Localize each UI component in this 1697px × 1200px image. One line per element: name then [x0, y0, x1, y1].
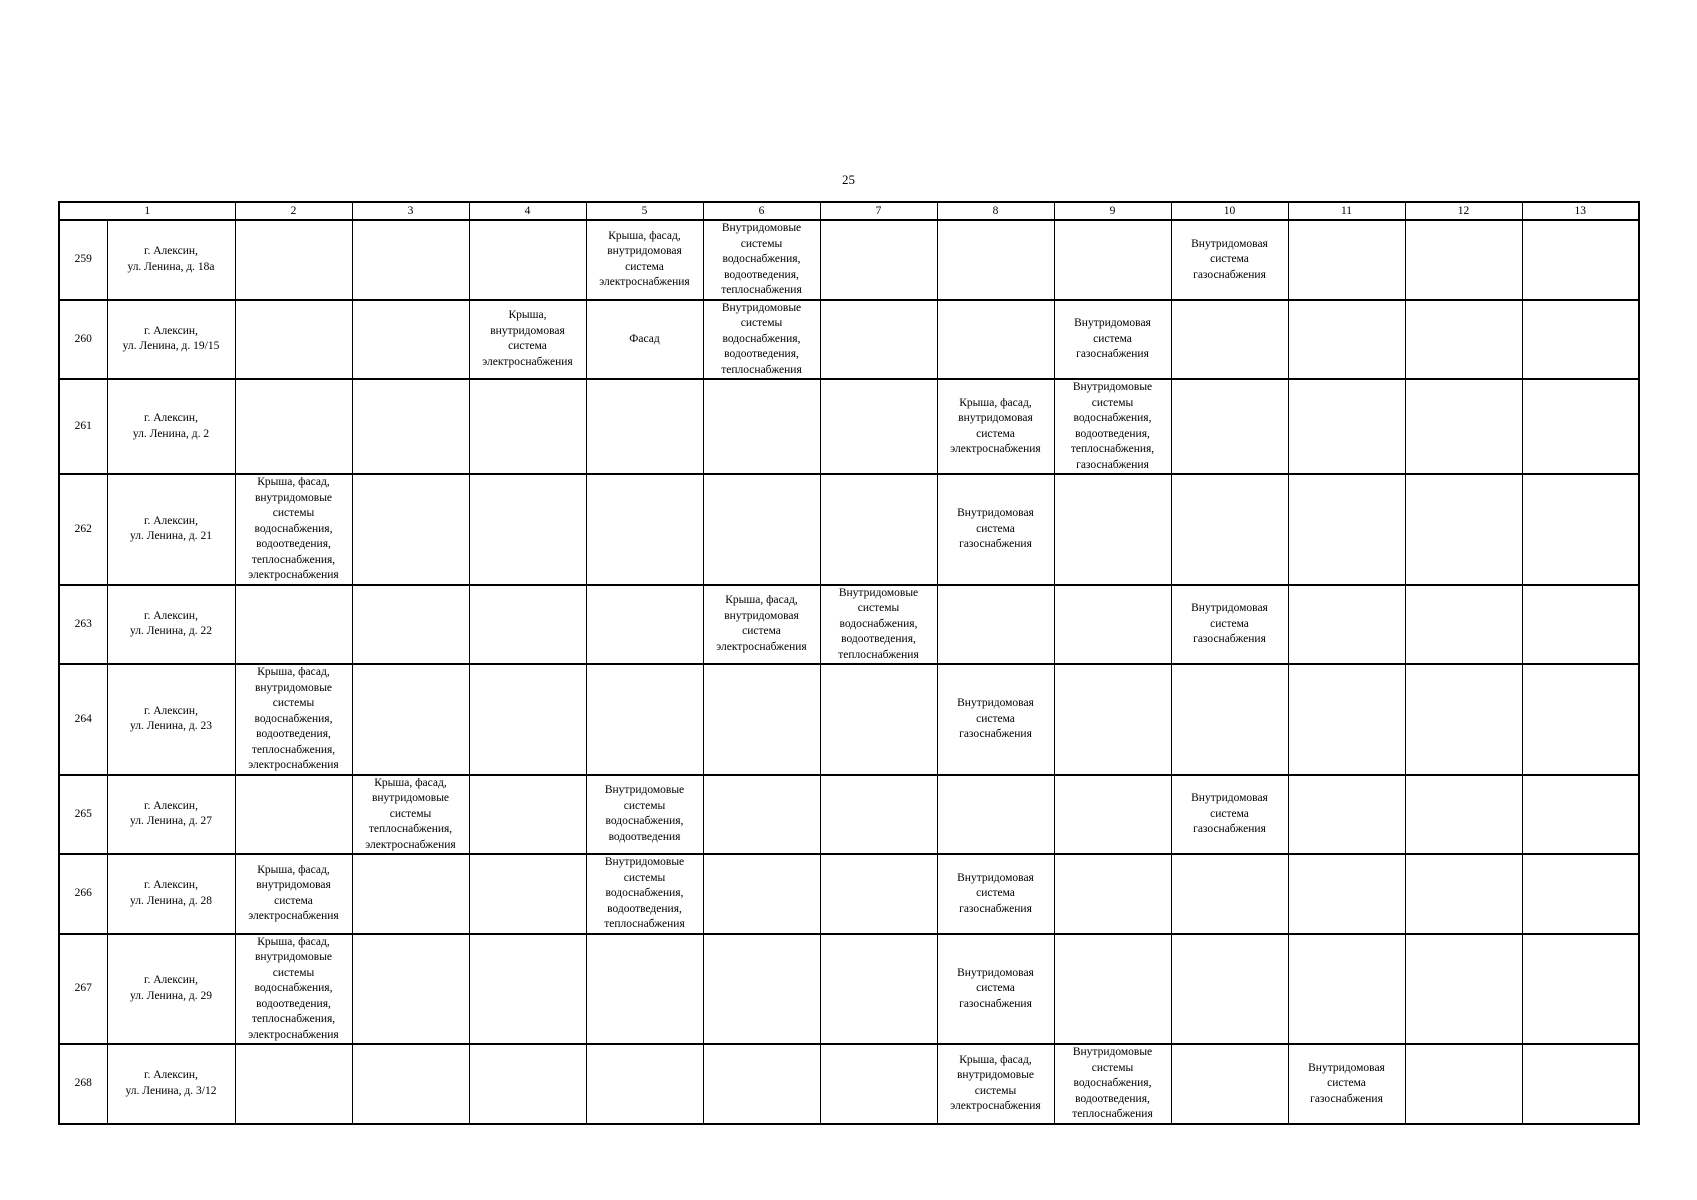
work-cell [1522, 220, 1639, 300]
row-number: 264 [59, 664, 107, 775]
column-number-header [59, 202, 1639, 220]
work-cell [469, 300, 586, 380]
work-text: Внутридомовая система газоснабжения [1074, 317, 1151, 360]
work-cell [937, 664, 1054, 775]
column-header: 10 [1171, 202, 1288, 220]
work-text: Внутридомовые системы водоснабжения, водоотведения, теплоснабжения [838, 586, 919, 661]
column-header: 6 [703, 202, 820, 220]
work-cell [1522, 379, 1639, 474]
work-cell [586, 664, 703, 775]
work-cell [352, 854, 469, 934]
address-text: г. Алексин, ул. Ленина, д. 19/15 [122, 324, 220, 353]
work-cell [703, 474, 820, 585]
work-cell [820, 585, 937, 665]
row-number: 266 [59, 854, 107, 934]
work-cell [352, 300, 469, 380]
work-cell [1405, 934, 1522, 1045]
work-cell [235, 854, 352, 934]
work-cell [469, 664, 586, 775]
row-number: 261 [59, 379, 107, 474]
work-cell [352, 220, 469, 300]
work-text: Крыша, фасад, внутридомовая система электроснабжения [716, 594, 807, 653]
column-header: 7 [820, 202, 937, 220]
work-cell [820, 775, 937, 855]
work-cell [469, 474, 586, 585]
work-cell [1288, 854, 1405, 934]
work-cell [1288, 585, 1405, 665]
table-row [59, 854, 1639, 934]
work-cell [1171, 585, 1288, 665]
address-text: г. Алексин, ул. Ленина, д. 23 [130, 704, 212, 733]
work-cell [1054, 854, 1171, 934]
work-text: Внутридомовые системы водоснабжения, водоотведения, теплоснабжения [604, 856, 685, 930]
work-cell [235, 775, 352, 855]
work-cell [586, 474, 703, 585]
work-cell [1522, 1044, 1639, 1124]
work-cell [1288, 220, 1405, 300]
column-header: 11 [1288, 202, 1405, 220]
work-cell [1405, 585, 1522, 665]
address-text: г. Алексин, ул. Ленина, д. 28 [130, 879, 212, 907]
table-body [59, 220, 1639, 1124]
work-cell [820, 220, 937, 300]
table-row [59, 474, 1639, 585]
address-cell [107, 300, 235, 380]
work-text: Внутридомовая система газоснабжения [957, 966, 1034, 1010]
work-text: Крыша, фасад, внутридомовая система электроснабжения [599, 229, 690, 289]
address-text: г. Алексин, ул. Ленина, д. 22 [130, 609, 212, 638]
work-text: Внутридомовые системы водоснабжения, водоотведения [604, 784, 685, 843]
column-header: 2 [235, 202, 352, 220]
work-cell [235, 1044, 352, 1124]
work-cell [1522, 300, 1639, 380]
work-cell [820, 474, 937, 585]
work-cell [1522, 664, 1639, 775]
address-text: г. Алексин, ул. Ленина, д. 27 [130, 799, 212, 828]
table-row [59, 379, 1639, 474]
work-text: Крыша, фасад, внутридомовые системы электроснабжения [950, 1053, 1041, 1113]
row-number: 260 [59, 300, 107, 380]
work-cell [820, 300, 937, 380]
work-cell [703, 300, 820, 380]
work-text: Внутридомовые системы водоснабжения, водоотведения, теплоснабжения [721, 222, 802, 296]
address-text: г. Алексин, ул. Ленина, д. 2 [132, 412, 210, 440]
work-cell [1405, 775, 1522, 855]
work-text: Внутридомовая система газоснабжения [957, 697, 1034, 740]
work-cell [1171, 1044, 1288, 1124]
work-cell [703, 775, 820, 855]
work-cell [1405, 474, 1522, 585]
work-cell [937, 379, 1054, 474]
row-number: 262 [59, 474, 107, 585]
work-cell [937, 300, 1054, 380]
address-cell [107, 1044, 235, 1124]
work-cell [1171, 379, 1288, 474]
work-cell [235, 664, 352, 775]
work-cell [703, 934, 820, 1045]
work-cell [352, 474, 469, 585]
work-text: Крыша, фасад, внутридомовые системы теплоснабжения, электроснабжения [365, 776, 456, 851]
work-text: Внутридомовые системы водоснабжения, водоотведения, теплоснабжения [721, 301, 802, 376]
work-cell [1522, 775, 1639, 855]
row-number: 259 [59, 220, 107, 300]
address-text: г. Алексин, ул. Ленина, д. 21 [130, 514, 212, 543]
work-cell [352, 934, 469, 1045]
column-header: 9 [1054, 202, 1171, 220]
work-cell [937, 775, 1054, 855]
work-cell [235, 379, 352, 474]
work-cell [1405, 1044, 1522, 1124]
work-text: Внутридомовая система газоснабжения [1191, 602, 1268, 645]
address-cell [107, 664, 235, 775]
table-row [59, 220, 1639, 300]
row-number: 268 [59, 1044, 107, 1124]
address-text: г. Алексин, ул. Ленина, д. 3/12 [125, 1069, 217, 1097]
work-cell [1054, 664, 1171, 775]
work-cell [937, 474, 1054, 585]
work-cell [469, 379, 586, 474]
work-cell [1054, 379, 1171, 474]
address-cell [107, 934, 235, 1045]
work-cell [586, 585, 703, 665]
work-text: Внутридомовая система газоснабжения [1308, 1061, 1385, 1105]
work-cell [1288, 379, 1405, 474]
work-cell [352, 585, 469, 665]
column-header: 3 [352, 202, 469, 220]
address-cell [107, 585, 235, 665]
work-cell [1405, 664, 1522, 775]
address-cell [107, 474, 235, 585]
work-cell [469, 934, 586, 1045]
address-text: г. Алексин, ул. Ленина, д. 18а [127, 245, 215, 273]
repair-schedule-table [58, 201, 1640, 1125]
work-cell [1054, 220, 1171, 300]
address-cell [107, 220, 235, 300]
work-cell [352, 775, 469, 855]
work-cell [1405, 854, 1522, 934]
work-cell [1171, 775, 1288, 855]
work-cell [235, 220, 352, 300]
table-row [59, 585, 1639, 665]
work-cell [1288, 474, 1405, 585]
work-cell [820, 854, 937, 934]
work-cell [1288, 934, 1405, 1045]
table-row [59, 934, 1639, 1045]
column-header: 5 [586, 202, 703, 220]
work-cell [1288, 775, 1405, 855]
work-cell [1405, 220, 1522, 300]
work-cell [1054, 585, 1171, 665]
work-cell [235, 300, 352, 380]
work-cell [469, 1044, 586, 1124]
row-number: 263 [59, 585, 107, 665]
work-text: Внутридомовая система газоснабжения [1191, 237, 1268, 281]
work-cell [1522, 474, 1639, 585]
work-text: Внутридомовые системы водоснабжения, водоотведения, теплоснабжения, газоснабжения [1070, 381, 1155, 471]
work-cell [937, 854, 1054, 934]
work-cell [1522, 585, 1639, 665]
work-cell [1054, 1044, 1171, 1124]
address-text: г. Алексин, ул. Ленина, д. 29 [130, 974, 212, 1002]
column-header: 1 [59, 202, 235, 220]
work-cell [1171, 300, 1288, 380]
work-cell [235, 934, 352, 1045]
work-cell [1288, 1044, 1405, 1124]
work-text: Фасад [629, 332, 660, 345]
work-text: Внутридомовая система газоснабжения [957, 507, 1034, 550]
work-cell [703, 854, 820, 934]
work-cell [703, 220, 820, 300]
work-cell [820, 664, 937, 775]
work-cell [469, 585, 586, 665]
work-cell [937, 934, 1054, 1045]
work-cell [1288, 664, 1405, 775]
work-cell [1054, 474, 1171, 585]
work-cell [586, 379, 703, 474]
work-text: Крыша, фасад, внутридомовые системы водоснабжения, водоотведения, теплоснабжения, электроснабжения [248, 935, 339, 1041]
work-cell [1171, 854, 1288, 934]
work-cell [1405, 300, 1522, 380]
work-cell [937, 220, 1054, 300]
work-cell [820, 934, 937, 1045]
work-cell [820, 379, 937, 474]
work-cell [1171, 474, 1288, 585]
work-text: Внутридомовая система газоснабжения [1191, 792, 1268, 835]
work-text: Крыша, внутридомовая система электроснабжения [482, 309, 573, 368]
work-text: Крыша, фасад, внутридомовые системы водоснабжения, водоотведения, теплоснабжения, электроснабжения [248, 476, 339, 581]
work-cell [1522, 934, 1639, 1045]
row-number: 265 [59, 775, 107, 855]
work-cell [586, 1044, 703, 1124]
column-header: 8 [937, 202, 1054, 220]
address-cell [107, 775, 235, 855]
work-cell [1171, 934, 1288, 1045]
work-cell [352, 664, 469, 775]
table-row [59, 664, 1639, 775]
work-cell [586, 775, 703, 855]
table-row [59, 1044, 1639, 1124]
work-cell [703, 664, 820, 775]
table-row [59, 775, 1639, 855]
work-cell [1522, 854, 1639, 934]
work-cell [1054, 934, 1171, 1045]
work-text: Внутридомовая система газоснабжения [957, 871, 1034, 915]
work-cell [235, 585, 352, 665]
work-cell [586, 300, 703, 380]
work-cell [586, 220, 703, 300]
column-header: 4 [469, 202, 586, 220]
work-text: Крыша, фасад, внутридомовые системы водоснабжения, водоотведения, теплоснабжения, электроснабжения [248, 666, 339, 771]
work-cell [586, 934, 703, 1045]
column-header: 13 [1522, 202, 1639, 220]
work-cell [352, 379, 469, 474]
address-cell [107, 854, 235, 934]
work-cell [469, 854, 586, 934]
work-cell [235, 474, 352, 585]
column-header: 12 [1405, 202, 1522, 220]
work-cell [1054, 775, 1171, 855]
work-cell [1405, 379, 1522, 474]
work-text: Крыша, фасад, внутридомовая система электроснабжения [950, 396, 1041, 455]
work-cell [937, 585, 1054, 665]
work-cell [703, 379, 820, 474]
work-cell [469, 775, 586, 855]
work-cell [586, 854, 703, 934]
table-row [59, 300, 1639, 380]
work-cell [469, 220, 586, 300]
address-cell [107, 379, 235, 474]
row-number: 267 [59, 934, 107, 1045]
work-cell [937, 1044, 1054, 1124]
page-number: 25 [842, 172, 855, 187]
work-cell [1054, 300, 1171, 380]
work-text: Внутридомовые системы водоснабжения, водоотведения, теплоснабжения [1072, 1046, 1153, 1120]
work-cell [703, 1044, 820, 1124]
work-cell [1288, 300, 1405, 380]
work-cell [352, 1044, 469, 1124]
work-cell [1171, 664, 1288, 775]
work-cell [1171, 220, 1288, 300]
work-text: Крыша, фасад, внутридомовая система электроснабжения [248, 863, 339, 923]
work-cell [820, 1044, 937, 1124]
work-cell [703, 585, 820, 665]
